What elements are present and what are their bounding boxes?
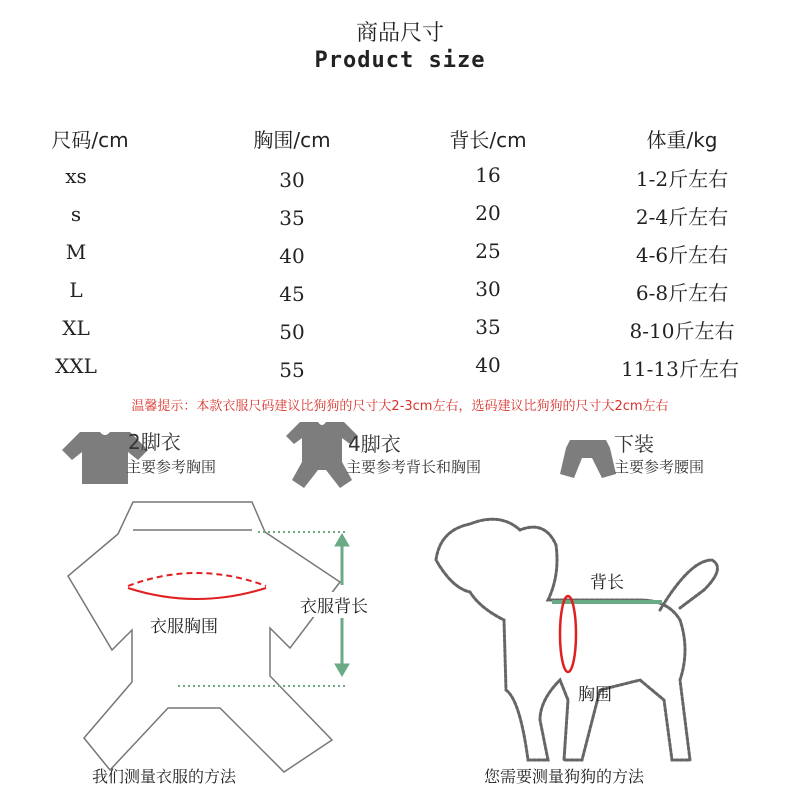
cell-size: L: [69, 278, 83, 302]
cell-back: 40: [475, 353, 501, 377]
cell-chest: 55: [279, 358, 305, 382]
cell-size: xs: [65, 164, 87, 188]
garment-chest-label: 衣服胸围: [150, 617, 218, 637]
cell-weight: 11-13斤左右: [621, 357, 739, 381]
cell-weight: 2-4斤左右: [635, 205, 729, 229]
cell-size: M: [65, 240, 87, 264]
category-four-leg-subtitle: 主要参考背长和胸围: [346, 458, 482, 476]
dog-caption: 您需要测量狗狗的方法: [484, 767, 645, 786]
cell-chest: 30: [279, 168, 305, 192]
garment-length-label: 衣服背长: [298, 592, 370, 617]
cell-back: 16: [475, 163, 501, 187]
category-two-leg-subtitle: 主要参考胸围: [126, 458, 217, 476]
cell-back: 35: [475, 315, 501, 339]
garment-chest-dashed-arc: [128, 573, 266, 586]
cell-chest: 35: [279, 206, 305, 230]
cell-size: XL: [62, 316, 90, 340]
dog-chest-label: 胸围: [578, 685, 612, 705]
category-two-leg-title: 2脚衣: [128, 430, 181, 454]
cell-weight: 8-10斤左右: [629, 319, 735, 343]
cell-back: 20: [475, 201, 501, 225]
category-pants-title: 下装: [614, 432, 654, 456]
title-english: Product size: [314, 48, 486, 73]
cell-weight: 1-2斤左右: [635, 167, 729, 191]
cell-chest: 45: [279, 282, 305, 306]
header-chest: 胸围/cm: [253, 128, 331, 152]
garment-caption: 我们测量衣服的方法: [92, 767, 237, 786]
garment-chest-solid-arc: [128, 588, 266, 599]
cell-chest: 40: [279, 244, 305, 268]
garment-outline: [68, 502, 340, 772]
dog-chest-ring: [560, 596, 576, 672]
cell-chest: 50: [279, 320, 305, 344]
dog-back-label: 背长: [590, 573, 624, 593]
cell-size: XXL: [55, 354, 97, 378]
pants-icon: [560, 440, 616, 478]
category-four-leg-title: 4脚衣: [348, 432, 401, 456]
header-back-length: 背长/cm: [449, 128, 527, 152]
cell-back: 30: [475, 277, 501, 301]
category-pants-subtitle: 主要参考腰围: [614, 458, 705, 476]
title-chinese: 商品尺寸: [355, 21, 444, 46]
cell-size: s: [70, 202, 82, 226]
sizing-tip: 温馨提示：本款衣服尺码建议比狗狗的尺寸大2-3cm左右，选码建议比狗狗的尺寸大2cm左右: [131, 399, 669, 414]
cell-weight: 4-6斤左右: [635, 243, 729, 267]
header-weight: 体重/kg: [646, 128, 718, 152]
cell-weight: 6-8斤左右: [635, 281, 729, 305]
header-size: 尺码/cm: [51, 128, 129, 152]
cell-back: 25: [475, 239, 501, 263]
